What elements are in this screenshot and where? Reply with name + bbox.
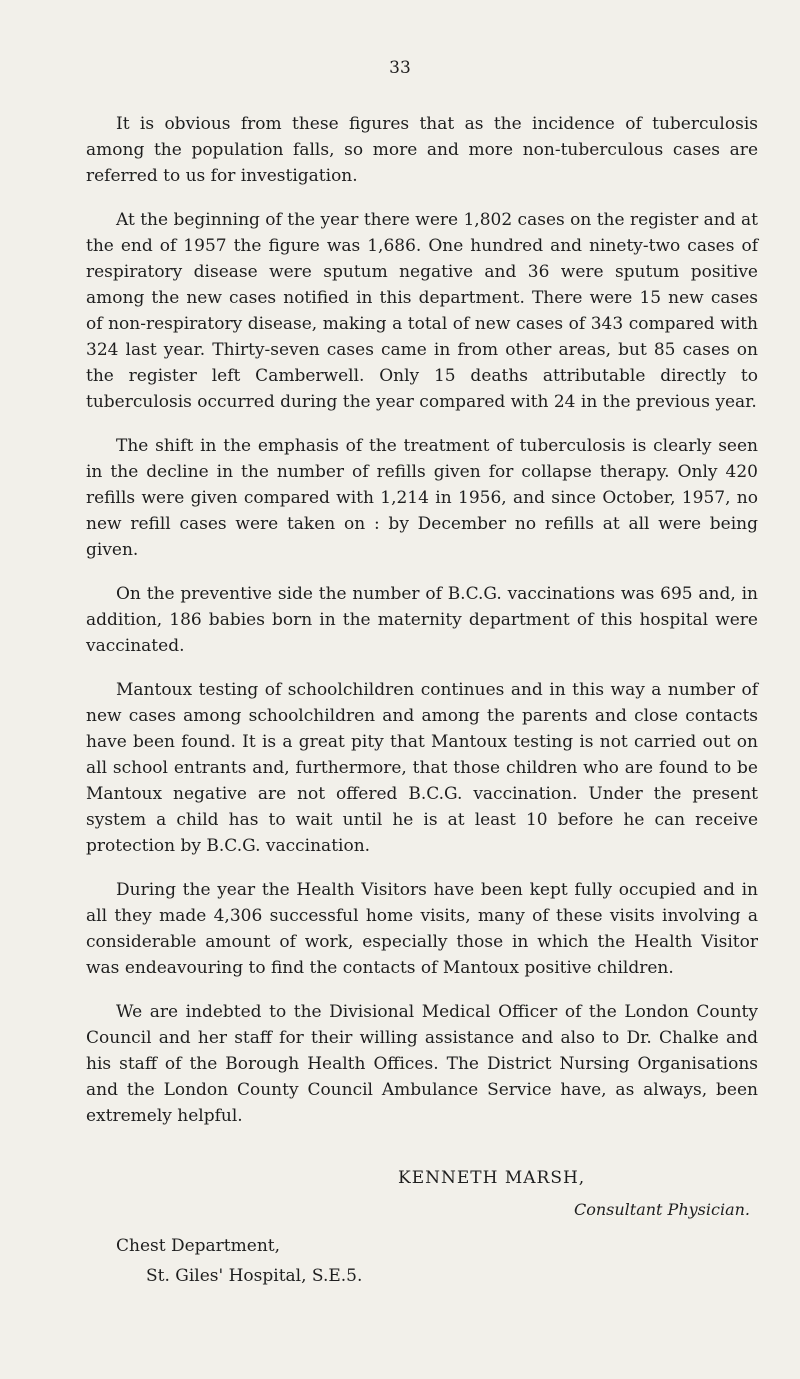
paragraph-health-visitors: During the year the Health Visitors have been kept fully occupied and in all they made 4,306 successful home visits, many of these visits involving a considerable amount of work, especially those in which the Health Visitor was endeavouring to find the contacts of Mantoux positive children.: [86, 880, 758, 978]
paragraph-mantoux-testing: Mantoux testing of schoolchildren continues and in this way a number of new cases among schoolchildren and among the parents and close contacts have been found. It is a great pity that Mantoux testing is not carried out on all school entrants and, furthermore, that those children who are found to be Mantoux negative are not offered B.C.G. vaccination. Under the present system a child has to wait until he is at least 10 before he can receive protection by B.C.G. vaccination.: [86, 680, 758, 856]
report-body: [86, 111, 758, 1147]
paragraph-refills: The shift in the emphasis of the treatment of tuberculosis is clearly seen in the decline in the number of refills given for collapse therapy. Only 420 refills were given compared with 1,214 in 1956, and since October, 1957, no new refill cases were taken on : by December no refills at all were being given.: [86, 436, 758, 560]
page-number: 33: [389, 58, 411, 78]
paragraph-register-cases: At the beginning of the year there were 1,802 cases on the register and at the end of 1957 the figure was 1,686. One hundred and ninety-two cases of respiratory disease were sputum negative and 36 were sputum positive among the new cases notified in this department. There were 15 new cases of non-respiratory disease, making a total of new cases of 343 compared with 324 last year. Thirty-seven cases came in from other areas, but 85 cases on the register left Camberwell. Only 15 deaths attributable directly to tuberculosis occurred during the year compared with 24 in the previous year.: [86, 210, 758, 412]
paragraph-bcg-vaccinations: On the preventive side the number of B.C.G. vaccinations was 695 and, in addition, 186 babies born in the maternity department of this hospital were vaccinated.: [86, 584, 758, 656]
paragraph-incidence: It is obvious from these figures that as the incidence of tuberculosis among the population falls, so more and more non-tuberculous cases are referred to us for investigation.: [86, 114, 758, 186]
address-line-2: St. Giles' Hospital, S.E.5.: [146, 1266, 363, 1286]
signature-title: Consultant Physician.: [573, 1200, 750, 1219]
signature-name: KENNETH MARSH,: [398, 1168, 586, 1188]
paragraph-acknowledgements: We are indebted to the Divisional Medical Officer of the London County Council and her staff for their willing assistance and also to Dr. Chalke and his staff of the Borough Health Offices. The District Nursing Organisations and the London County Council Ambulance Service have, as always, been extremely helpful.: [86, 1002, 758, 1126]
address-line-1: Chest Department,: [116, 1236, 281, 1256]
